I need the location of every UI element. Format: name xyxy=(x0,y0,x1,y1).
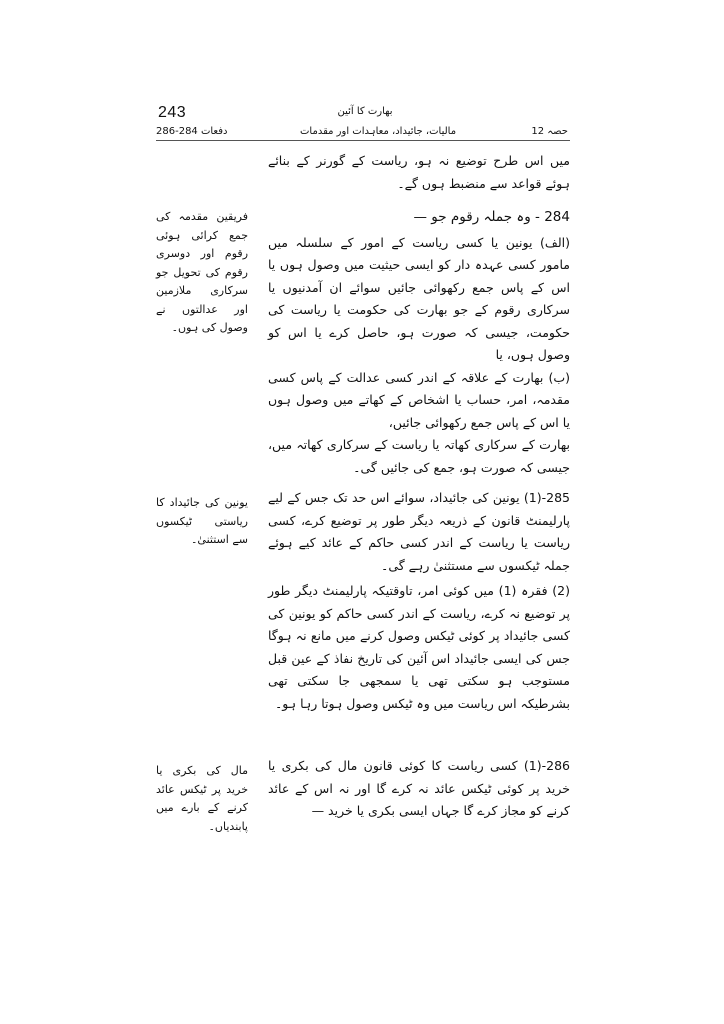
margin-note-286: مال کی بکری یا خرید پر ٹیکس عائد کرنے کے بارے میں پابندیاں۔ xyxy=(156,764,248,833)
article-285-clause-2: (2) فقرہ (1) میں کوئی امر، تاوقتیکہ پارلیمنٹ دیگر طور پر توضیع نہ کرے، ریاست کے اندر کسی حاکم کو یونین کی کسی جائیداد پر کوئی ٹیکس وصول کرنے میں مانع نہ ہوگا جس کی ایسی جائیداد اس آئین کی تاریخ نفاذ کے عین قبل مستوجب ہو سکتی تھی یا سمجھی جا سکتی تھی بشرطیکہ اس ریاست میں وہ ٹیکس وصول ہوتا رہا ہو۔ xyxy=(268,583,570,711)
article-284-tail: بھارت کے سرکاری کھاتہ یا ریاست کے سرکاری کھاتہ میں، جیسی کہ صورت ہو، جمع کی جائیں گی۔ xyxy=(268,437,570,475)
header-part-title: مالیات، جائیداد، معاہدات اور مقدمات xyxy=(300,126,457,137)
margin-note-284: فریقین مقدمہ کی جمع کرائی ہوئی رقوم اور دوسری رقوم کی تحویل جو سرکاری ملازمین اور عدالتوں نے وصول کی ہوں۔ xyxy=(156,210,248,334)
intro-paragraph: میں اس طرح توضیع نہ ہو، ریاست کے گورنر کے بنائے ہوئے قواعد سے منضبط ہوں گے۔ xyxy=(268,153,570,191)
page-number: 243 xyxy=(158,104,187,121)
article-284 xyxy=(268,206,570,479)
article-284-heading: 284 - وہ جملہ رقوم جو — xyxy=(413,209,570,225)
article-286 xyxy=(268,755,570,823)
article-284-clause-b: (ب) بھارت کے علاقہ کے اندر کسی عدالت کے پاس کسی مقدمہ، امر، حساب یا اشخاص کے کھاتے میں وصول ہوں یا اس کے پاس جمع رکھوائی جائیں، xyxy=(268,369,570,430)
article-286-clause-1: 286-(1) کسی ریاست کا کوئی قانون مال کی بکری یا خرید پر کوئی ٹیکس عائد نہ کرے گا اور نہ اس کے عائد کرنے کو مجاز کرے گا جہاں ایسی بکری یا خرید — xyxy=(268,758,570,818)
header-rule xyxy=(156,140,570,141)
header-part-number: حصہ 12 xyxy=(531,126,568,137)
margin-note-285: یونین کی جائیداد کا ریاستی ٹیکسوں سے استثنیٰ۔ xyxy=(156,496,248,546)
header-sections-range: دفعات 284-286 xyxy=(156,126,228,137)
article-285 xyxy=(268,487,570,715)
body-intro xyxy=(268,150,570,195)
running-title: بھارت کا آئین xyxy=(337,106,393,117)
article-285-clause-1: 285-(1) یونین کی جائیداد، سوائے اس حد تک جس کے لیے پارلیمنٹ قانون کے ذریعہ دیگر طور پر توضیع کرے، کسی ریاست یا ریاست کے اندر کسی حاکم کے عائد کیے ہوئے جملہ ٹیکسوں سے مستثنیٰ رہے گی۔ xyxy=(268,490,570,573)
article-284-clause-a: (الف) یونین یا کسی ریاست کے امور کے سلسلہ میں مامور کسی عہدہ دار کو ایسی حیثیت میں وصول ہوں یا اس کے پاس جمع رکھوائی جائیں سوائے ان آمدنیوں یا سرکاری رقوم کے جو بھارت کی حکومت یا ریاست کی حکومت، جیسی کہ صورت ہو، حاصل کرے یا اس کو وصول ہوں، یا xyxy=(268,234,570,362)
